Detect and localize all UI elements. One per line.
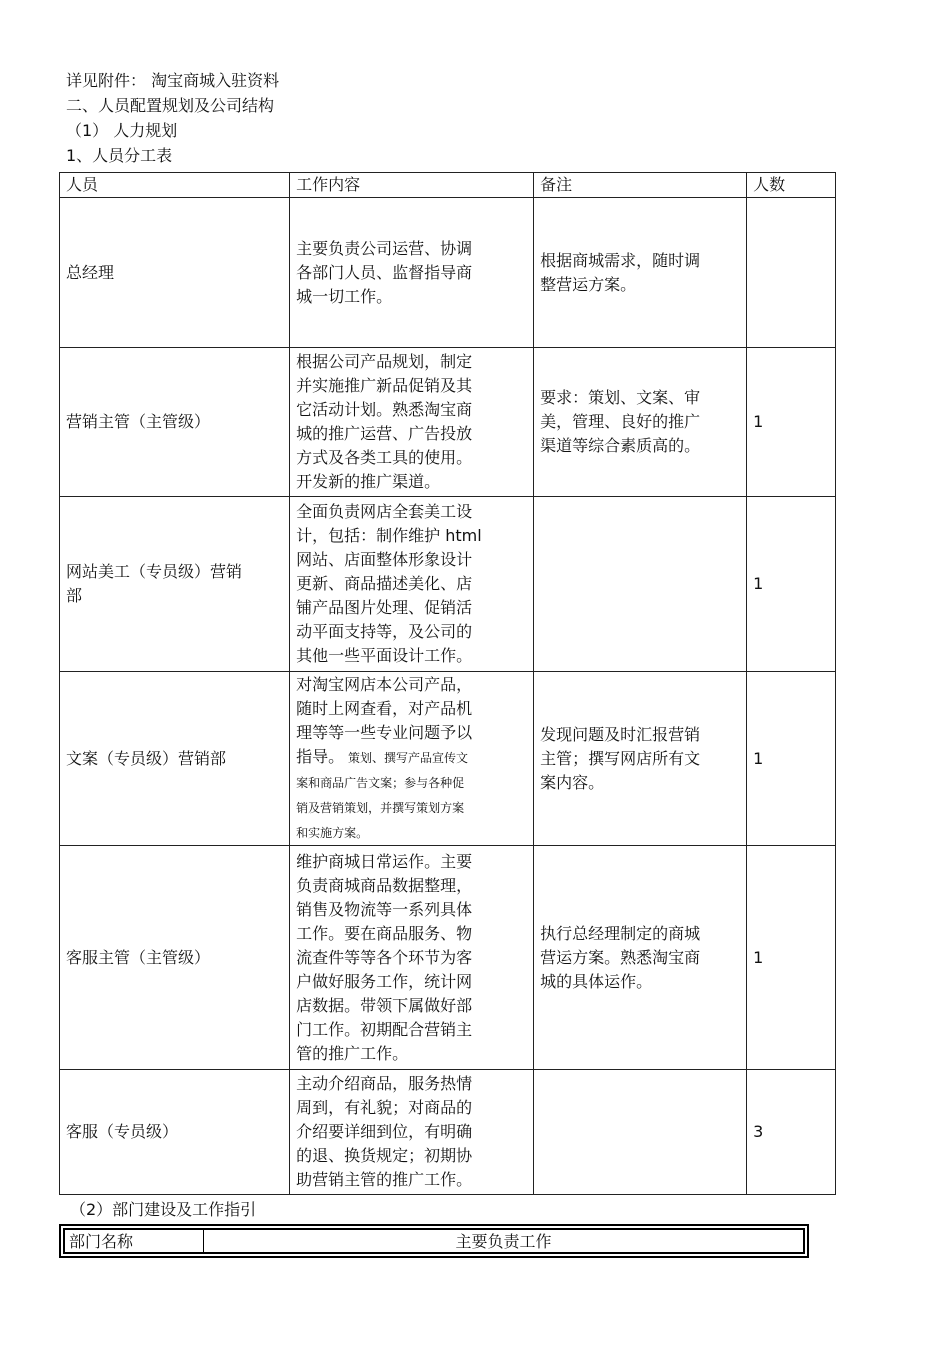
content-cell: 根据公司产品规划，制定 并实施推广新品促销及其 它活动计划。熟悉淘宝商 城的推广运营、广告投放 方式及各类工具的使用。 开发新的推广渠道。 — [296, 352, 473, 491]
table-header-row — [60, 173, 836, 198]
note-cell: 根据商城需求，随时调 整营运方案。 — [540, 250, 701, 294]
table-title: 1、人员分工表 — [66, 146, 173, 165]
content-small: 策划、撰写产品宣传文 案和商品广告文案；参与各种促 销及营销策划，并撰写策划方案 和实施方案。 — [296, 750, 468, 840]
table-row — [60, 348, 836, 497]
subsection-heading: （1） 人力规划 — [66, 121, 178, 140]
table-row — [60, 672, 836, 846]
role-cell: 营销主管（主管级） — [66, 412, 211, 431]
department-section-title: （2）部门建设及工作指引 — [70, 1200, 257, 1219]
attachment-note: 详见附件： 淘宝商城入驻资料 — [66, 71, 280, 90]
header-count: 人数 — [747, 173, 836, 198]
department-table — [59, 1224, 809, 1258]
header-note: 备注 — [534, 173, 747, 198]
content-cell: 主动介绍商品，服务热情 周到，有礼貌；对商品的 介绍要详细到位，有明确 的退、换货规定；初期协 助营销主管的推广工作。 — [296, 1074, 473, 1189]
section-heading: 二、人员配置规划及公司结构 — [66, 96, 275, 115]
note-cell: 发现问题及时汇报营销 主管；撰写网店所有文 案内容。 — [540, 724, 701, 792]
header-department-name: 部门名称 — [65, 1230, 204, 1252]
content-cell — [296, 673, 527, 845]
role-cell: 客服主管（主管级） — [66, 947, 211, 967]
table-row — [60, 1070, 836, 1195]
staff-assignment-table — [59, 172, 836, 1195]
role-cell: 总经理 — [66, 262, 115, 282]
header-content: 工作内容 — [290, 173, 534, 198]
department-header-row — [63, 1228, 805, 1254]
role-cell: 客服（专员级） — [66, 1122, 179, 1141]
content-cell: 全面负责网店全套美工设 计，包括：制作维护 html 网站、店面整体形象设计 更新、商品描述美化、店 铺产品图片处理、促销活 动平面支持等，及公司的 其他一些平面设计工作。 — [296, 502, 482, 665]
count-cell: 1 — [753, 748, 764, 768]
table-row — [60, 846, 836, 1070]
content-main: 对淘宝网店本公司产品， 随时上网查看，对产品机 理等等一些专业问题予以 指导。 — [296, 674, 473, 766]
header-main-responsibility: 主要负责工作 — [455, 1232, 552, 1251]
count-cell: 1 — [753, 574, 764, 593]
count-cell: 3 — [753, 1122, 764, 1141]
header-role: 人员 — [60, 173, 290, 198]
note-cell: 要求：策划、文案、审 美，管理、良好的推广 渠道等综合素质高的。 — [540, 388, 701, 455]
content-cell: 维护商城日常运作。主要 负责商城商品数据整理， 销售及物流等一系列具体 工作。要在商品服务、物 流查件等等各个环节为客 户做好服务工作，统计网 店数据。带领下属做好部 门工作。初期配合营销主 管的推广工作。 — [296, 851, 473, 1063]
role-cell: 文案（专员级）营销部 — [66, 748, 227, 768]
table-row — [60, 198, 836, 348]
table-row — [60, 497, 836, 672]
content-cell: 主要负责公司运营、协调 各部门人员、监督指导商 城一切工作。 — [296, 238, 473, 306]
count-cell: 1 — [753, 412, 764, 431]
role-cell: 网站美工（专员级）营销 部 — [66, 562, 243, 605]
note-cell: 执行总经理制定的商城 营运方案。熟悉淘宝商 城的具体运作。 — [540, 923, 701, 991]
count-cell: 1 — [753, 947, 764, 967]
